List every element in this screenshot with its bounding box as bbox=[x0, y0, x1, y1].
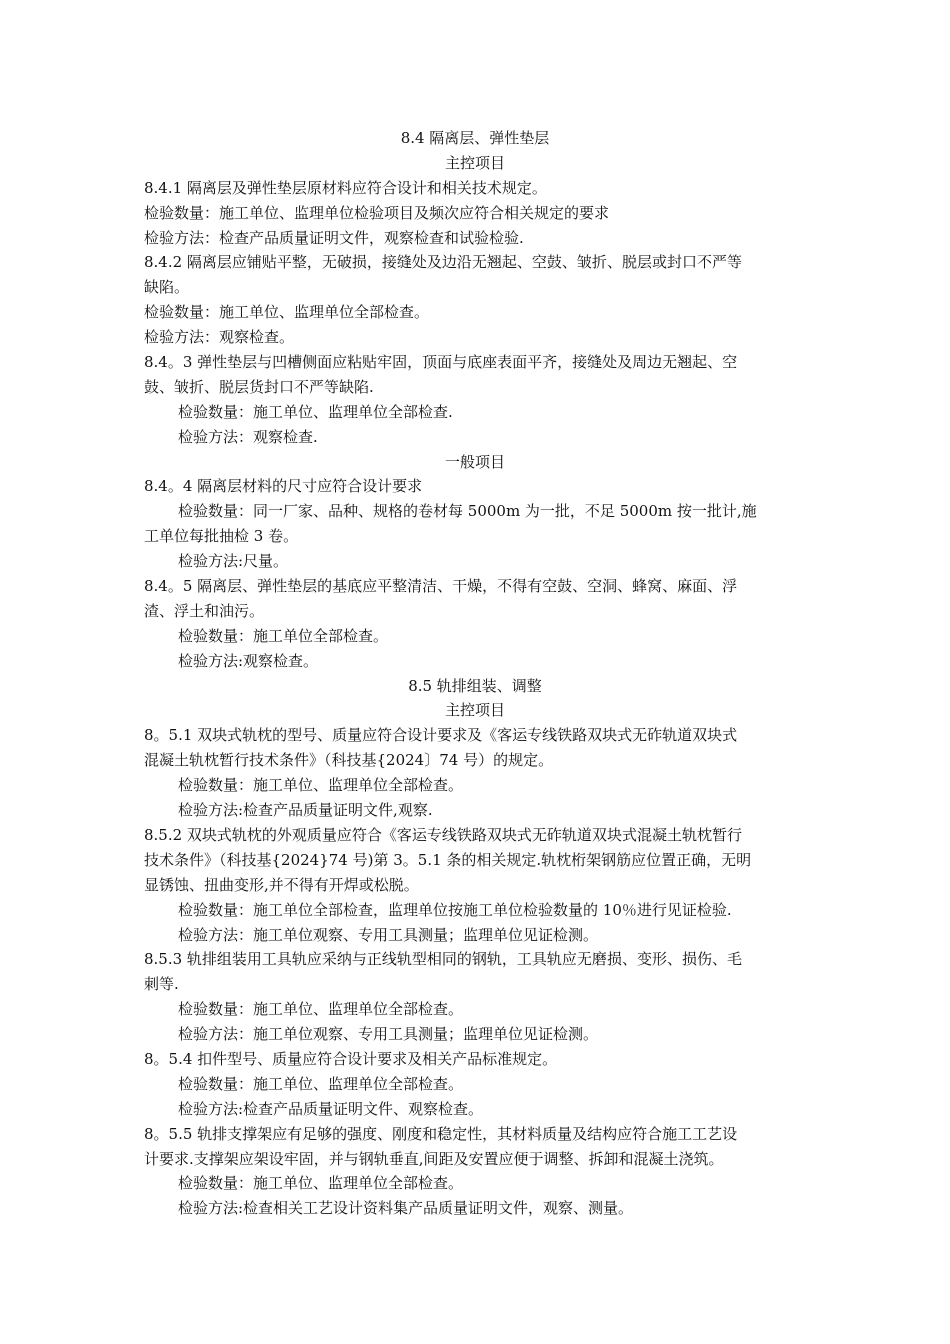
text-line: 技术条件》（科技基{2024}74 号)第 3。5.1 条的相关规定.轨枕桁架钢筋应位置正确，无明 bbox=[144, 850, 752, 869]
text-line: 鼓、皱折、脱层货封口不严等缺陷. bbox=[144, 377, 374, 396]
document-body bbox=[144, 126, 806, 1221]
text-line: 刺等. bbox=[144, 975, 179, 994]
text-line: 检验数量：施工单位、监理单位检验项目及频次应符合相关规定的要求 bbox=[144, 203, 610, 222]
text-line: 检验数量：施工单位全部检查。 bbox=[178, 626, 389, 645]
text-line: 检验方法：施工单位观察、专用工具测量；监理单位见证检测。 bbox=[178, 925, 599, 944]
text-line: 8.4.2 隔离层应铺贴平整，无破损，接缝处及边沿无翘起、空鼓、皱折、脱层或封口不严等 bbox=[144, 253, 742, 272]
text-line: 检验数量：同一厂家、品种、规格的卷材每 5000m 为一批，不足 5000m 按一批计,施 bbox=[178, 502, 757, 521]
text-line: 检验数量：施工单位、监理单位全部检查。 bbox=[178, 1000, 464, 1019]
text-line: 检验方法：观察检查。 bbox=[144, 328, 295, 347]
text-line: 8.4。5 隔离层、弹性垫层的基底应平整清洁、干燥，不得有空鼓、空洞、蜂窝、麻面、浮 bbox=[144, 577, 738, 596]
text-line: 计要求.支撑架应架设牢固，并与钢轨垂直,间距及安置应便于调整、拆卸和混凝土浇筑。 bbox=[144, 1149, 724, 1168]
text-line: 检验数量：施工单位、监理单位全部检查。 bbox=[178, 776, 464, 795]
text-line: 8.5.3 轨排组装用工具轨应采纳与正线轨型相同的钢轨，工具轨应无磨损、变形、损伤、毛 bbox=[144, 950, 742, 969]
text-line: 渣、浮土和油污。 bbox=[144, 601, 265, 620]
text-line: 检验方法:尺量。 bbox=[178, 552, 289, 571]
section-heading: 8.4 隔离层、弹性垫层 bbox=[400, 129, 550, 147]
text-line: 缺陷。 bbox=[144, 278, 190, 297]
text-line: 检验数量：施工单位、监理单位全部检查。 bbox=[144, 303, 430, 322]
text-line: 8。5.5 轨排支撑架应有足够的强度、刚度和稳定性，其材料质量及结构应符合施工工艺设 bbox=[144, 1124, 738, 1143]
text-line: 检验数量：施工单位、监理单位全部检查。 bbox=[178, 1074, 464, 1093]
text-line: 检验方法：检查产品质量证明文件，观察检查和试验检验. bbox=[144, 228, 524, 247]
text-line: 检验方法:检查产品质量证明文件、观察检查。 bbox=[178, 1099, 484, 1118]
text-line: 8.4。4 隔离层材料的尺寸应符合设计要求 bbox=[144, 477, 423, 496]
text-line: 8.4.1 隔离层及弹性垫层原材料应符合设计和相关技术规定。 bbox=[144, 178, 547, 197]
text-line: 检验方法：施工单位观察、专用工具测量；监理单位见证检测。 bbox=[178, 1025, 599, 1044]
text-line: 8.4。3 弹性垫层与凹槽侧面应粘贴牢固，顶面与底座表面平齐，接缝处及周边无翘起、空 bbox=[144, 353, 738, 372]
section-heading: 一般项目 bbox=[444, 452, 505, 471]
text-line: 混凝土轨枕暂行技术条件》（科技基{2024〕74 号）的规定。 bbox=[144, 751, 554, 770]
section-heading: 主控项目 bbox=[444, 701, 505, 720]
text-line: 8。5.4 扣件型号、质量应符合设计要求及相关产品标准规定。 bbox=[144, 1049, 558, 1068]
text-line: 检验方法:检查相关工艺设计资料集产品质量证明文件，观察、测量。 bbox=[178, 1199, 634, 1218]
text-line: 检验方法:观察检查。 bbox=[178, 651, 319, 670]
section-heading: 主控项目 bbox=[444, 153, 505, 172]
section-heading: 8.5 轨排组装、调整 bbox=[408, 676, 542, 695]
text-line: 8。5.1 双块式轨枕的型号、质量应符合设计要求及《客运专线铁路双块式无砟轨道双块式 bbox=[144, 726, 738, 745]
text-line: 检验数量：施工单位、监理单位全部检查. bbox=[178, 402, 453, 421]
text-line: 显锈蚀、扭曲变形,并不得有开焊或松脱。 bbox=[144, 875, 419, 894]
text-line: 工单位每批抽检 3 卷。 bbox=[144, 527, 299, 546]
text-line: 检验方法：观察检查. bbox=[178, 427, 318, 446]
text-line: 检验数量：施工单位、监理单位全部检查。 bbox=[178, 1174, 464, 1193]
text-line: 检验数量：施工单位全部检查，监理单位按施工单位检验数量的 10％进行见证检验. bbox=[178, 900, 732, 919]
text-line: 8.5.2 双块式轨枕的外观质量应符合《客运专线铁路双块式无砟轨道双块式混凝土轨枕暂行 bbox=[144, 825, 742, 844]
text-line: 检验方法:检查产品质量证明文件,观察. bbox=[178, 801, 433, 820]
